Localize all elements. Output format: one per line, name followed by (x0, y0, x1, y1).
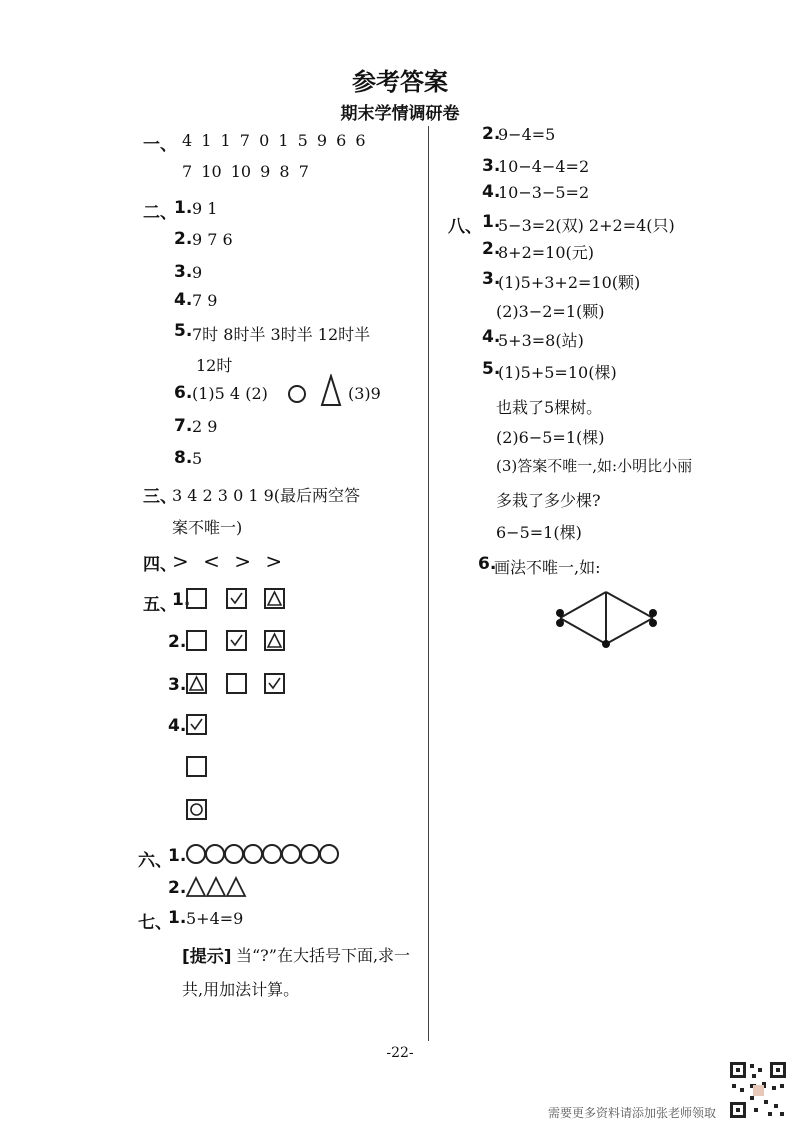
hint-label: [提示] (182, 947, 232, 967)
triangle-row (186, 876, 248, 898)
section-5-label: 五、 (143, 595, 177, 615)
triangle-shape (227, 878, 245, 896)
hint-text-cont: 共,用加法计算。 (182, 980, 300, 999)
s8-q3-label: 3. (482, 269, 501, 289)
qr-code-icon (728, 1060, 788, 1120)
check-icon (266, 675, 283, 692)
s8-q3-answer-2: (2)3−2=1(颗) (496, 302, 605, 321)
s8-q5-answer: (1)5+5=10(棵) (498, 363, 617, 382)
circle-shape (224, 844, 244, 864)
circle-shape (288, 385, 305, 407)
section-3-row-1: 3 4 2 3 0 1 9(最后两空答 (172, 486, 361, 505)
page-number: -22- (386, 1045, 414, 1061)
answer-box-triangle (264, 630, 285, 651)
page-title: 参考答案 (352, 68, 448, 96)
circle-shape (281, 844, 301, 864)
s5-q4-label: 4. (168, 716, 187, 736)
r3-label: 4. (482, 182, 501, 202)
triangle-shape (207, 878, 225, 896)
s8-q5-line-2: 也栽了5棵树。 (496, 398, 603, 417)
s2-q5-answer: 7时 8时半 3时半 12时半 (192, 325, 371, 344)
section-4-answers: > < > > (172, 549, 283, 573)
answer-box-empty (186, 588, 207, 609)
answer-box-empty (186, 756, 207, 777)
s8-q1-label: 1. (482, 212, 501, 232)
circle-shape (262, 844, 282, 864)
section-7-label: 七、 (138, 913, 172, 933)
s2-q5-label: 5. (174, 321, 193, 341)
s2-q5-answer-cont: 12时 (196, 356, 233, 375)
s2-q1-answer: 9 1 (192, 199, 218, 218)
dot-shape (649, 609, 657, 617)
s2-q3-label: 3. (174, 262, 193, 282)
check-icon (188, 716, 205, 733)
section-3-row-2: 案不唯一) (172, 518, 243, 537)
s2-q1-label: 1. (174, 198, 193, 218)
circle-shape (319, 844, 339, 864)
s8-q5-line-4: (3)答案不唯一,如:小明比小丽 (496, 457, 693, 475)
dot-shape (602, 640, 610, 648)
s5-q1-label: 1. (172, 590, 191, 610)
circle-shape (186, 844, 206, 864)
section-3-label: 三、 (143, 487, 177, 507)
circle-shape (205, 844, 225, 864)
s2-q8-label: 8. (174, 448, 193, 468)
section-6-label: 六、 (138, 851, 172, 871)
section-1-label: 一、 (143, 135, 177, 155)
circle-row (186, 844, 338, 868)
r2-answer: 10−4−4=2 (498, 157, 590, 176)
triangle-shape (187, 878, 205, 896)
r1-answer: 9−4=5 (498, 125, 556, 144)
r1-label: 2. (482, 124, 501, 144)
s8-q5-label: 5. (482, 359, 501, 379)
s2-q7-answer: 2 9 (192, 417, 218, 436)
circle-shape (300, 844, 320, 864)
answer-box-circle (186, 799, 207, 820)
s2-q6-answer-a: (1)5 4 (2) (192, 384, 268, 403)
s5-q3-label: 3. (168, 675, 187, 695)
answer-box-check (226, 588, 247, 609)
circle-shape (243, 844, 263, 864)
section-4-label: 四、 (143, 555, 177, 575)
s2-q7-label: 7. (174, 416, 193, 436)
s8-q3-answer: (1)5+3+2=10(颗) (498, 273, 641, 292)
section-8-label: 八、 (448, 217, 482, 237)
dot-shape (556, 619, 564, 627)
s2-q6-answer-b: (3)9 (348, 384, 381, 403)
check-icon (228, 632, 245, 649)
circle-icon (188, 801, 205, 818)
s8-q4-answer: 5+3=8(站) (498, 331, 584, 350)
s8-q4-label: 4. (482, 327, 501, 347)
s2-q4-answer: 7 9 (192, 291, 218, 310)
dot-shape (649, 619, 657, 627)
s8-q5-line-6: 6−5=1(棵) (496, 523, 582, 542)
triangle-icon (266, 632, 283, 649)
answer-box-check (186, 714, 207, 735)
s5-q2-label: 2. (168, 632, 187, 652)
page-subtitle: 期末学情调研卷 (340, 104, 460, 124)
r2-label: 3. (482, 156, 501, 176)
answer-box-check (264, 673, 285, 694)
s8-q6-answer: 画法不唯一,如: (494, 558, 601, 577)
s6-q2-label: 2. (168, 878, 187, 898)
section-2-label: 二、 (143, 203, 177, 223)
s6-q1-label: 1. (168, 846, 187, 866)
section-1-row-1: 4 1 1 7 0 1 5 9 6 6 (182, 131, 366, 150)
s8-q2-answer: 8+2=10(元) (498, 243, 595, 262)
s2-q4-label: 4. (174, 290, 193, 310)
answer-box-empty (186, 630, 207, 651)
s8-q5-line-3: (2)6−5=1(棵) (496, 428, 605, 447)
section-1-row-2: 7 10 10 9 8 7 (182, 162, 309, 181)
s8-q6-label: 6. (478, 554, 497, 574)
footer-note: 需要更多资料请添加张老师领取 (548, 1106, 717, 1120)
s2-q8-answer: 5 (192, 449, 203, 468)
s8-q5-line-5: 多栽了多少棵? (496, 491, 601, 510)
check-icon (228, 590, 245, 607)
s2-q6-label: 6. (174, 383, 193, 403)
s2-q3-answer: 9 (192, 263, 203, 282)
s2-q2-answer: 9 7 6 (192, 230, 233, 249)
s8-q2-label: 2. (482, 239, 501, 259)
dot-shape (556, 609, 564, 617)
column-divider (428, 126, 429, 1041)
s8-q1-answer: 5−3=2(双) 2+2=4(只) (498, 216, 675, 235)
s2-q2-label: 2. (174, 229, 193, 249)
answer-box-triangle (264, 588, 285, 609)
answer-box-check (226, 630, 247, 651)
s7-q1-label: 1. (168, 908, 187, 928)
dot-line-figure (550, 586, 662, 652)
hint-text: 当“?”在大括号下面,求一 (236, 946, 411, 965)
triangle-icon (266, 590, 283, 607)
answer-box-triangle (186, 673, 207, 694)
r3-answer: 10−3−5=2 (498, 183, 590, 202)
s7-q1-answer: 5+4=9 (186, 909, 244, 928)
answer-box-empty (226, 673, 247, 694)
triangle-icon (188, 675, 205, 692)
triangle-shape (320, 374, 342, 408)
